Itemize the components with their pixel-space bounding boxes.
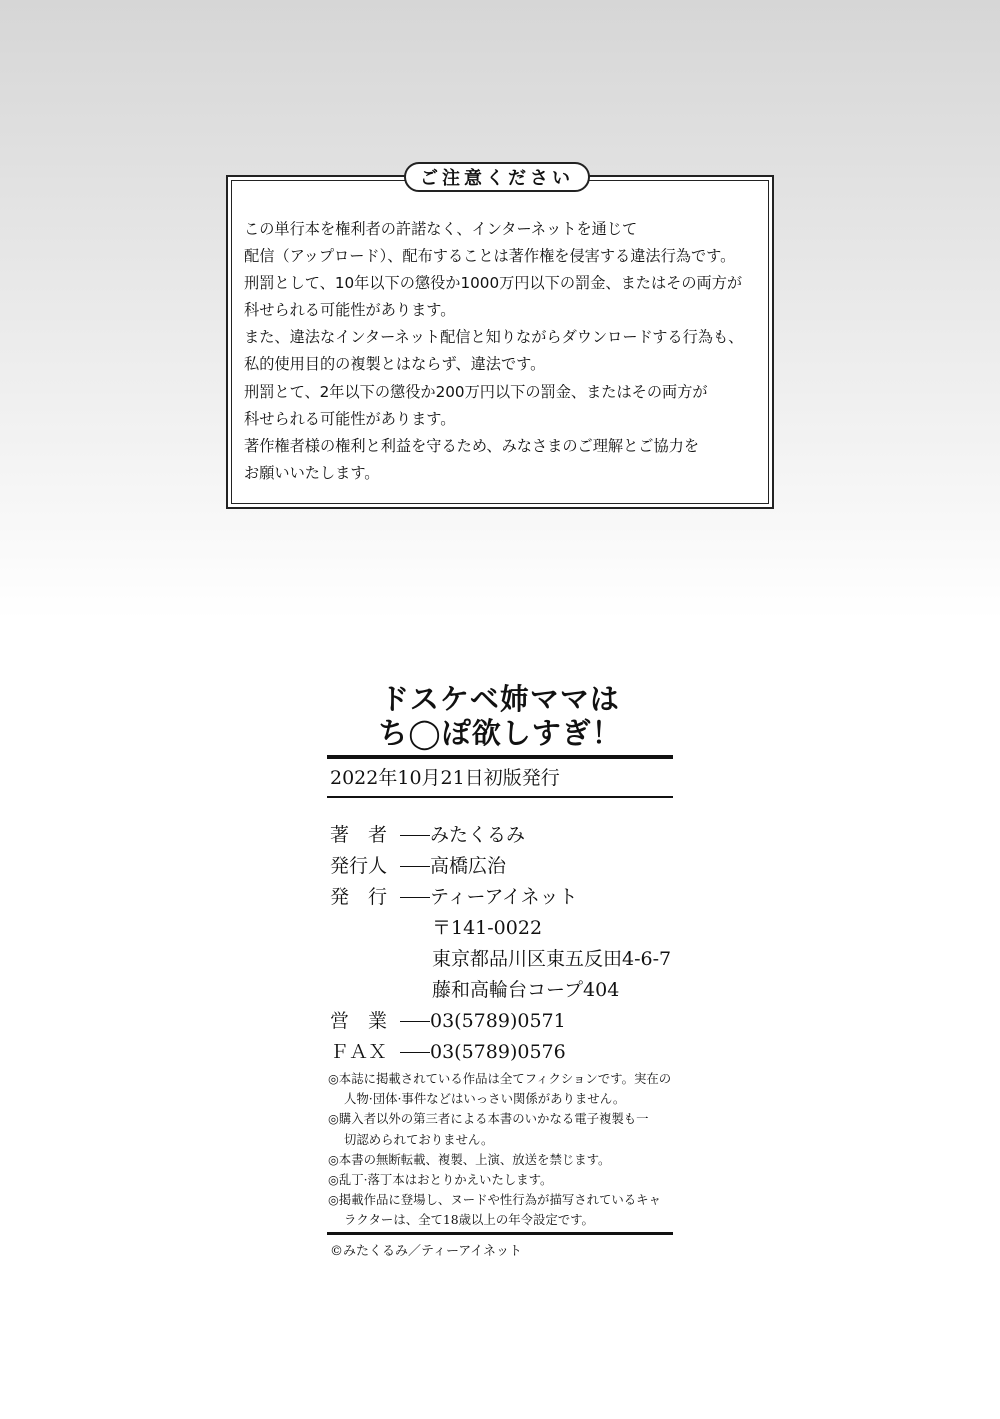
credit-row-author <box>330 820 671 851</box>
fax-number: 03(5789)0576 <box>430 1041 566 1063</box>
notice-body <box>244 216 764 487</box>
credit-row-publisher <box>330 882 671 913</box>
copyright: ©みたくるみ／ティーアイネット <box>330 1244 523 1259</box>
dash-divider <box>400 851 430 882</box>
book-title-line-2: ち◯ぽ欲しすぎ！ <box>378 716 622 750</box>
note-line: ラクターは、全て18歳以上の年令設定です。 <box>344 1212 594 1228</box>
note-line: ◎本誌に掲載されている作品は全てフィクションです。実在の <box>328 1071 672 1086</box>
colophon-top-rule <box>327 755 673 759</box>
colophon-bottom-rule <box>327 1232 673 1235</box>
dash-divider <box>400 820 430 851</box>
notice-title: ご注意ください <box>404 162 590 192</box>
book-title <box>328 682 672 750</box>
author-name: みたくるみ <box>430 824 526 846</box>
credit-label: 発 行 <box>330 886 388 908</box>
notice-line: 刑罰として、10年以下の懲役か1000万円以下の罰金、またはその両方が <box>244 274 743 293</box>
notice-line: 科せられる可能性があります。 <box>244 409 456 428</box>
notice-line: また、違法なインターネット配信と知りながらダウンロードする行為も、 <box>244 328 744 347</box>
credit-row-publisher-person <box>330 851 671 882</box>
dash-divider <box>400 1037 430 1068</box>
credit-label: 発行人 <box>330 855 388 877</box>
dash-divider <box>400 882 430 913</box>
notice-line: お願いいたします。 <box>244 463 380 482</box>
credit-label: 著 者 <box>330 824 388 846</box>
address-building: 藤和高輪台コープ404 <box>432 979 620 1001</box>
book-title-line-1: ドスケベ姉ママは <box>380 682 620 716</box>
note-line: 人物·団体·事件などはいっさい関係がありません。 <box>344 1091 626 1107</box>
notice-line: 刑罰とて、2年以下の懲役か200万円以下の罰金、またはその両方が <box>244 382 708 401</box>
note-line: ◎購入者以外の第三者による本書のいかなる電子複製も一 <box>328 1111 649 1127</box>
notice-line: この単行本を権利者の許諾なく、インターネットを通じて <box>244 220 638 238</box>
notice-line: 私的使用目的の複製とはならず、違法です。 <box>244 355 546 374</box>
notice-line: 科せられる可能性があります。 <box>244 301 456 320</box>
note-line: ◎本書の無断転載、複製、上演、放送を禁じます。 <box>328 1151 611 1167</box>
publication-date: 2022年10月21日初版発行 <box>330 767 560 789</box>
publisher-person-name: 高橋広治 <box>430 855 507 877</box>
note-line: ◎乱丁·落丁本はおとりかえいたします。 <box>328 1172 553 1188</box>
publisher-name: ティーアイネット <box>430 886 578 908</box>
sales-phone: 03(5789)0571 <box>430 1010 566 1032</box>
notice-line: 配信（アップロード）、配布することは著作権を侵害する違法行為です。 <box>244 247 736 266</box>
credit-label: 営 業 <box>330 1010 388 1032</box>
legal-notes <box>328 1069 674 1231</box>
dash-divider <box>400 1006 430 1037</box>
colophon-date-rule <box>327 796 673 798</box>
postal-code: 〒141-0022 <box>432 917 543 939</box>
credit-row-fax <box>330 1037 671 1068</box>
credits <box>330 820 671 1068</box>
note-line: 切認められておりません。 <box>344 1131 494 1147</box>
address-line: 東京都品川区東五反田4-6-7 <box>432 948 672 970</box>
credit-label: ＦＡＸ <box>330 1041 388 1063</box>
notice-line: 著作権者様の権利と利益を守るため、みなさまのご理解とご協力を <box>244 436 700 455</box>
credit-row-sales <box>330 1006 671 1037</box>
note-line: ◎掲載作品に登場し、ヌードや性行為が描写されているキャ <box>328 1192 661 1208</box>
